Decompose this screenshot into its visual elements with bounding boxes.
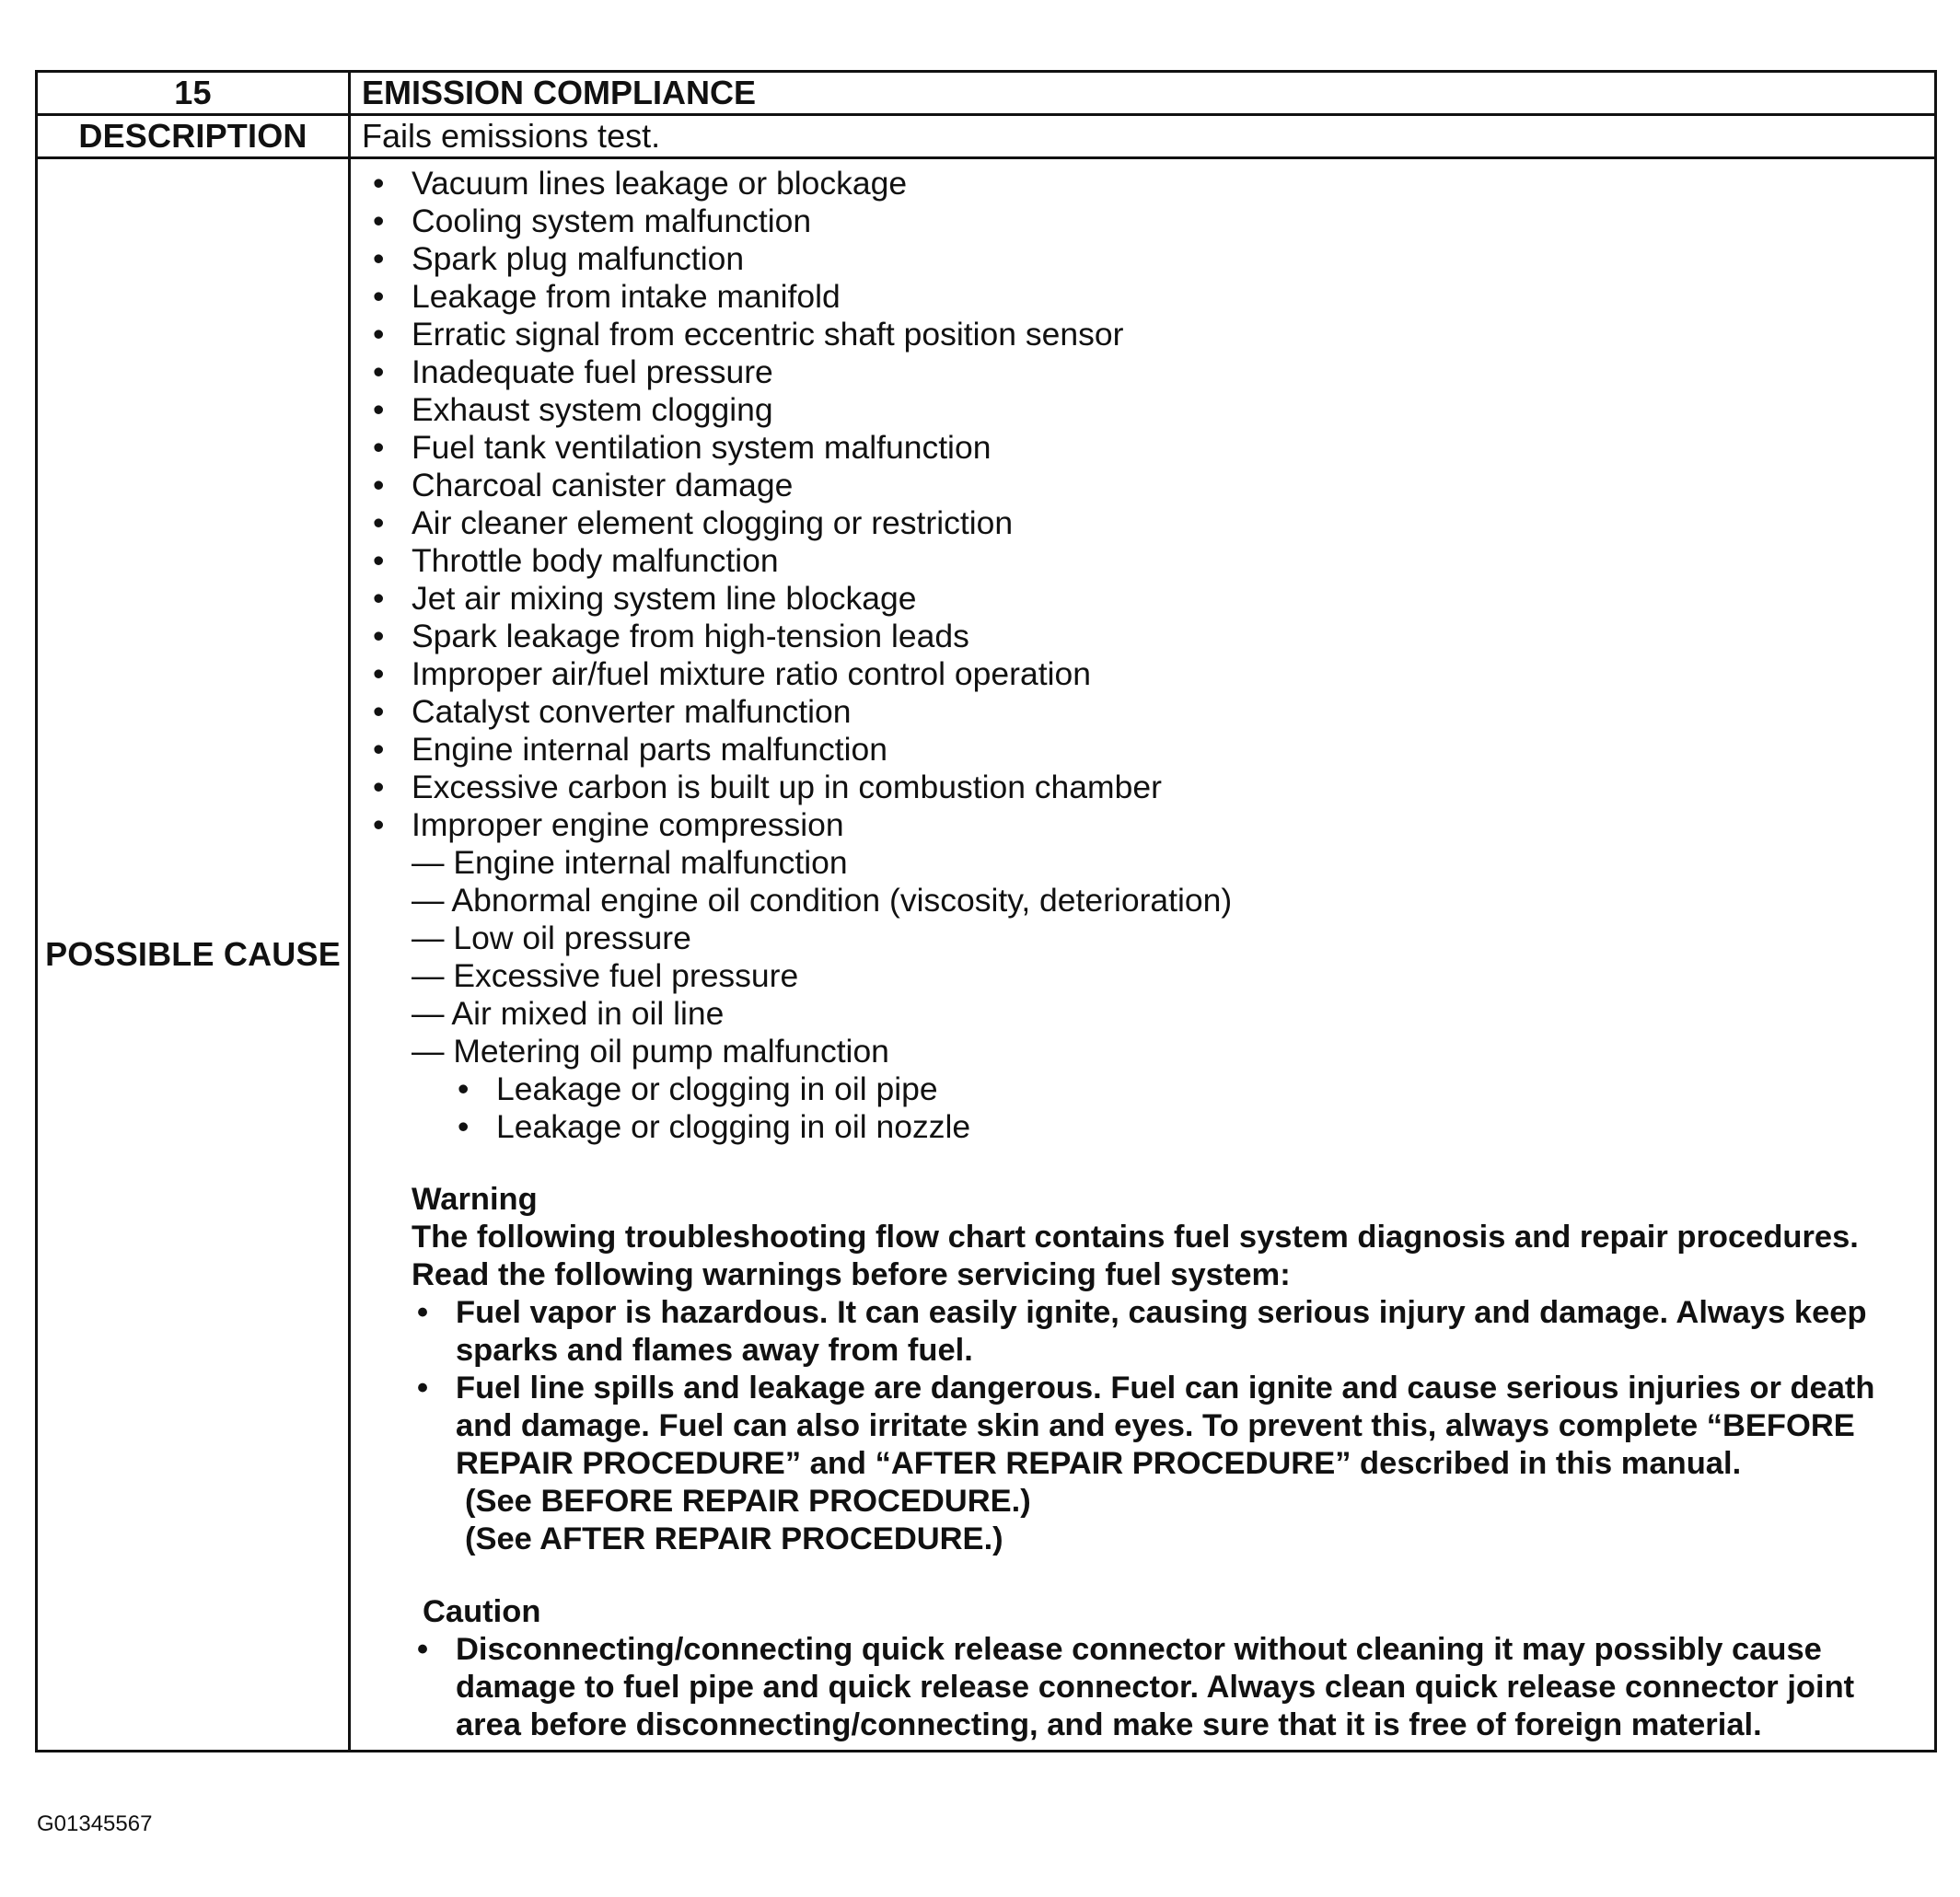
dash-list-item: — Excessive fuel pressure [412,957,799,994]
list-item [367,202,1923,240]
bullet-icon: • [373,165,385,202]
list-item [367,731,1923,769]
list-item [367,467,1923,504]
list-item [367,693,1923,731]
list-item [367,165,1923,202]
list-item [417,1631,1923,1744]
list-item [412,1370,1923,1483]
bullet-icon: • [373,542,385,579]
list-item [367,1108,1923,1146]
cause-text: Vacuum lines leakage or blockage [412,165,908,202]
warning-block [367,1181,1923,1558]
cause-text: Erratic signal from eccentric shaft position sensor [412,316,1124,353]
bullet-icon: • [373,391,385,428]
list-item [367,316,1923,353]
cause-text: Jet air mixing system line blockage [412,580,917,617]
bullet-icon: • [373,429,385,466]
dash-list-item: — Air mixed in oil line [412,995,725,1032]
bullet-icon: • [373,202,385,239]
cause-text: Engine internal parts malfunction [412,731,888,768]
list-item [367,769,1923,806]
dash-list-item: — Abnormal engine oil condition (viscosity, deterioration) [412,882,1233,919]
bullet-icon: • [373,655,385,692]
bullet-icon: • [373,353,385,390]
list-item [367,1070,1923,1108]
warning-heading: Warning [412,1182,538,1217]
dash-list-item: — Engine internal malfunction [412,844,848,881]
step-number: 15 [37,72,350,115]
warning-intro: The following troubleshooting flow chart contains fuel system diagnosis and repair procedures. Read the following warnings before servicing fuel system: [412,1220,1859,1292]
caution-block [367,1593,1923,1744]
bullet-icon: • [373,467,385,503]
emission-compliance-table [35,70,1937,1752]
cause-text: Air cleaner element clogging or restriction [412,504,1014,541]
sub-cause-text: Leakage or clogging in oil nozzle [496,1108,971,1145]
caution-heading: Caution [423,1594,541,1629]
list-item [412,1294,1923,1370]
warning-text: Fuel line spills and leakage are dangerous. Fuel can ignite and cause serious injuries or death and damage. Fuel can also irritate skin and eyes. To prevent this, always complete “BEFORE REPAIR PROCEDURE” and “AFTER REPAIR PROCEDURE” described in this manual. [456,1371,1875,1481]
dash-list-item: — Metering oil pump malfunction [412,1033,889,1070]
cause-text: Leakage from intake manifold [412,278,841,315]
cause-text: Excessive carbon is built up in combustion chamber [412,769,1162,805]
warning-list [412,1294,1923,1483]
possible-cause-content [350,158,1936,1752]
see-after-link[interactable]: (See AFTER REPAIR PROCEDURE.) [465,1521,1003,1556]
cause-text: Spark leakage from high-tension leads [412,618,969,654]
bullet-icon: • [373,580,385,617]
list-item [367,618,1923,655]
dash-list-item: — Low oil pressure [412,920,691,956]
bullet-icon: • [417,1371,429,1405]
bullet-icon: • [373,316,385,353]
figure-code: G01345567 [37,1811,153,1836]
list-item [367,504,1923,542]
possible-cause-label: POSSIBLE CAUSE [37,158,350,1752]
cause-text: Spark plug malfunction [412,240,745,277]
bullet-icon: • [458,1108,470,1145]
bullet-icon: • [373,240,385,277]
cause-text: Exhaust system clogging [412,391,773,428]
bullet-icon: • [373,806,385,843]
list-item [367,429,1923,467]
bullet-icon: • [417,1295,429,1330]
cause-text: Charcoal canister damage [412,467,794,503]
cause-text: Cooling system malfunction [412,202,812,239]
see-before-link[interactable]: (See BEFORE REPAIR PROCEDURE.) [465,1484,1031,1519]
description-text: Fails emissions test. [350,115,1936,158]
cause-text: Inadequate fuel pressure [412,353,773,390]
bullet-icon: • [417,1632,429,1667]
bullet-icon: • [458,1070,470,1107]
list-item [367,655,1923,693]
sub-cause-list [367,1070,1923,1146]
list-item [367,240,1923,278]
cause-text: Improper air/fuel mixture ratio control operation [412,655,1091,692]
cause-text: Throttle body malfunction [412,542,779,579]
description-label: DESCRIPTION [37,115,350,158]
cause-text: Catalyst converter malfunction [412,693,852,730]
sub-cause-text: Leakage or clogging in oil pipe [496,1070,938,1107]
caution-list [417,1631,1923,1744]
possible-cause-row [37,158,1936,1752]
cause-text: Improper engine compression [412,806,844,843]
bullet-icon: • [373,278,385,315]
bullet-icon: • [373,504,385,541]
list-item [367,391,1923,429]
cause-list [367,165,1923,844]
cause-text: Fuel tank ventilation system malfunction [412,429,992,466]
list-item [367,580,1923,618]
caution-text: Disconnecting/connecting quick release connector without cleaning it may possibly cause damage to fuel pipe and quick release connector. Always clean quick release connector joint area before disconnecting/connecting, and make sure that it is free of foreign material. [456,1632,1855,1742]
description-row [37,115,1936,158]
bullet-icon: • [373,693,385,730]
bullet-icon: • [373,618,385,654]
warning-text: Fuel vapor is hazardous. It can easily ignite, causing serious injury and damage. Always keep sparks and flames away from fuel. [456,1295,1867,1368]
bullet-icon: • [373,769,385,805]
list-item [367,542,1923,580]
list-item [367,278,1923,316]
list-item [367,806,1923,844]
table-header-row [37,72,1936,115]
bullet-icon: • [373,731,385,768]
section-title: EMISSION COMPLIANCE [350,72,1936,115]
list-item [367,353,1923,391]
